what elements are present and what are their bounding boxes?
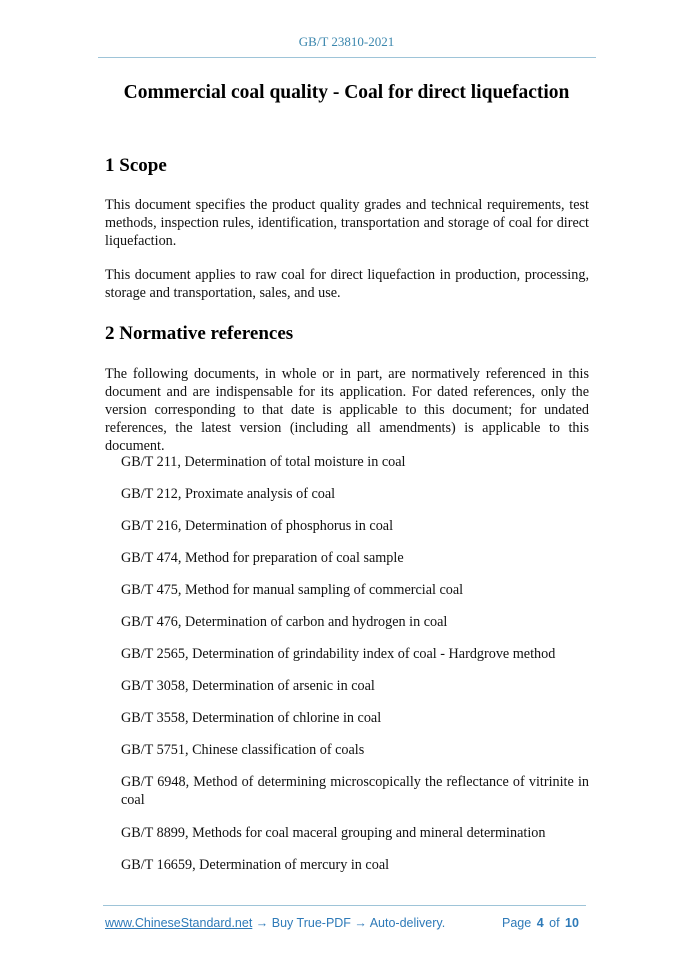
normative-references-paragraph: The following documents, in whole or in part, are normatively referenced in this document and are indispensable for its application. For dated references, only the version corresponding to that date is applicable to this document; for undated references, the latest version (including all amendments) is applicable to this document. — [105, 366, 589, 454]
page-label: Page — [502, 916, 532, 930]
reference-item: GB/T 216, Determination of phosphorus in coal — [121, 518, 394, 534]
reference-item: GB/T 5751, Chinese classification of coals — [121, 742, 365, 758]
section-heading-scope: 1 Scope — [105, 155, 167, 176]
reference-item: GB/T 474, Method for preparation of coal sample — [121, 550, 404, 566]
page-total: 10 — [565, 916, 579, 930]
page-current: 4 — [536, 916, 544, 930]
reference-item: GB/T 211, Determination of total moisture in coal — [121, 454, 406, 470]
scope-paragraph-1: This document specifies the product quality grades and technical requirements, test methods, inspection rules, identification, transportation and storage of coal for direct liquefaction. — [105, 197, 589, 249]
reference-item: GB/T 212, Proximate analysis of coal — [121, 486, 336, 502]
page-of-label: of — [549, 916, 560, 930]
reference-item: GB/T 476, Determination of carbon and hydrogen in coal — [121, 614, 448, 630]
footer-promo — [105, 916, 445, 930]
chinese-standard-link[interactable]: www.ChineseStandard.net — [105, 916, 253, 930]
header-doc-code: GB/T 23810-2021 — [298, 34, 395, 49]
footer-promo-text: → Buy True-PDF → Auto-delivery. — [252, 916, 446, 930]
reference-item: GB/T 3558, Determination of chlorine in coal — [121, 710, 382, 726]
footer-divider — [103, 905, 586, 906]
reference-item: GB/T 6948, Method of determining microscopically the reflectance of vitrinite in coal — [121, 774, 589, 808]
page-indicator — [502, 916, 579, 930]
reference-item: GB/T 8899, Methods for coal maceral grouping and mineral determination — [121, 825, 546, 841]
section-heading-normative-references: 2 Normative references — [105, 323, 294, 344]
header-divider — [98, 57, 596, 58]
scope-paragraph-2: This document applies to raw coal for direct liquefaction in production, processing, storage and transportation, sales, and use. — [105, 267, 589, 301]
reference-item: GB/T 475, Method for manual sampling of commercial coal — [121, 582, 464, 598]
reference-item: GB/T 2565, Determination of grindability index of coal - Hardgrove method — [121, 646, 556, 662]
reference-item: GB/T 3058, Determination of arsenic in coal — [121, 678, 375, 694]
reference-item: GB/T 16659, Determination of mercury in coal — [121, 857, 390, 873]
document-title: Commercial coal quality - Coal for direct liquefaction — [123, 82, 570, 103]
